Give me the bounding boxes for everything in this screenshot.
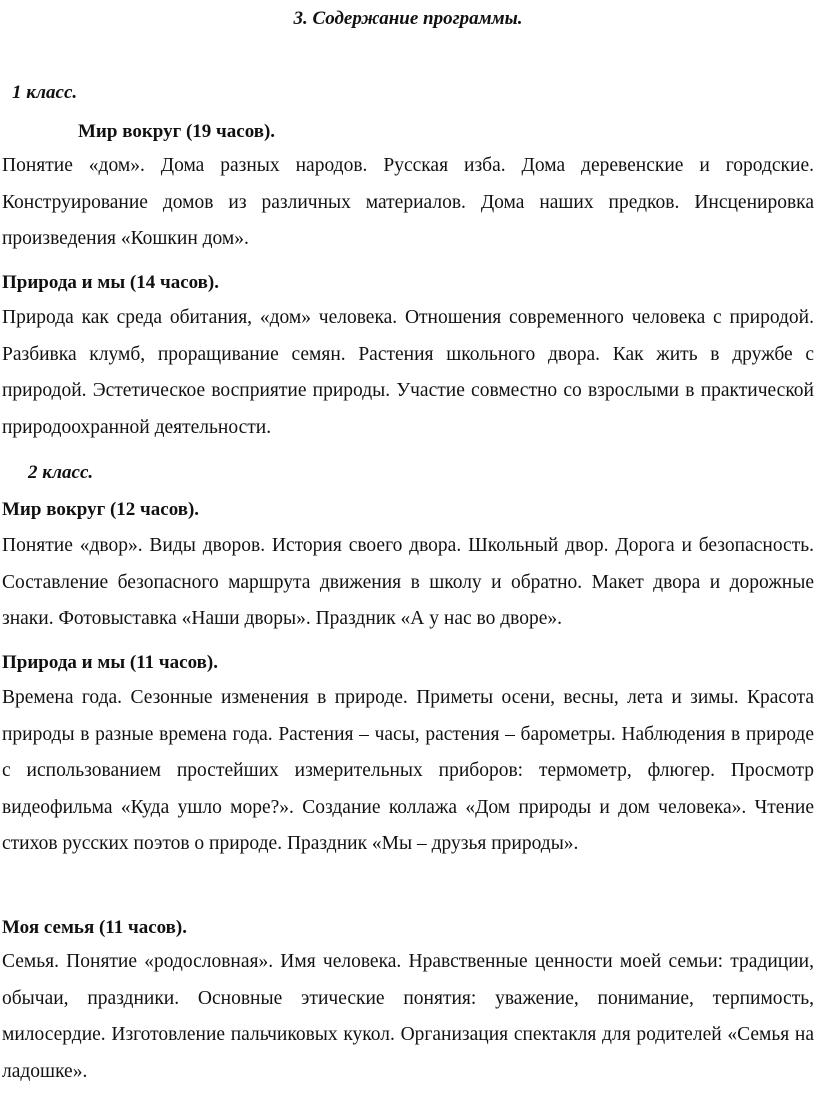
grade-2-section-3-heading: Моя семья (11 часов). [2, 917, 188, 938]
grade-1-section-2-heading: Природа и мы (14 часов). [2, 272, 219, 293]
grade-2-section-3-text: Семья. Понятие «родословная». Имя человека. Нравственные ценности моей семьи: традиции, обычаи, праздники. Основные этические понятия: уважение, понимание, терпимость, милосердие. Изготовление пальчиковых кукол. Организация спектакля для родителей «Семья на ладошке». [2, 951, 814, 1082]
grade-2-section-1-heading: Мир вокруг (12 часов). [2, 499, 200, 520]
grade-1-section-1-heading: Мир вокруг (19 часов). [78, 121, 276, 142]
grade-1-label: 1 класс. [12, 82, 78, 103]
grade-2-section-2-heading: Природа и мы (11 часов). [2, 652, 218, 673]
section-title: 3. Содержание программы. [293, 8, 523, 29]
grade-1-section-1-text: Понятие «дом». Дома разных народов. Русская изба. Дома деревенские и городские. Конструирование домов из различных материалов. Дома наших предков. Инсценировка произведения «Кошкин дом». [2, 155, 814, 249]
grade-2-label: 2 класс. [28, 462, 94, 483]
grade-2-section-2-text: Времена года. Сезонные изменения в природе. Приметы осени, весны, лета и зимы. Красота природы в разные времена года. Растения – часы, растения – барометры. Наблюдения в природе с использованием простейших измерительных приборов: термометр, флюгер. Просмотр видеофильма «Куда ушло море?». Создание коллажа «Дом природы и дом человека». Чтение стихов русских поэтов о природе. Праздник «Мы – друзья природы». [2, 687, 814, 854]
grade-2-section-1-text: Понятие «двор». Виды дворов. История своего двора. Школьный двор. Дорога и безопасность. Составление безопасного маршрута движения в школу и обратно. Макет двора и дорожные знаки. Фотовыставка «Наши дворы». Праздник «А у нас во дворе». [2, 535, 814, 629]
grade-1-section-2-text: Природа как среда обитания, «дом» человека. Отношения современного человека с природой. Разбивка клумб, проращивание семян. Растения школьного двора. Как жить в дружбе с природой. Эстетическое восприятие природы. Участие совместно со взрослыми в практической природоохранной деятельности. [2, 307, 814, 438]
